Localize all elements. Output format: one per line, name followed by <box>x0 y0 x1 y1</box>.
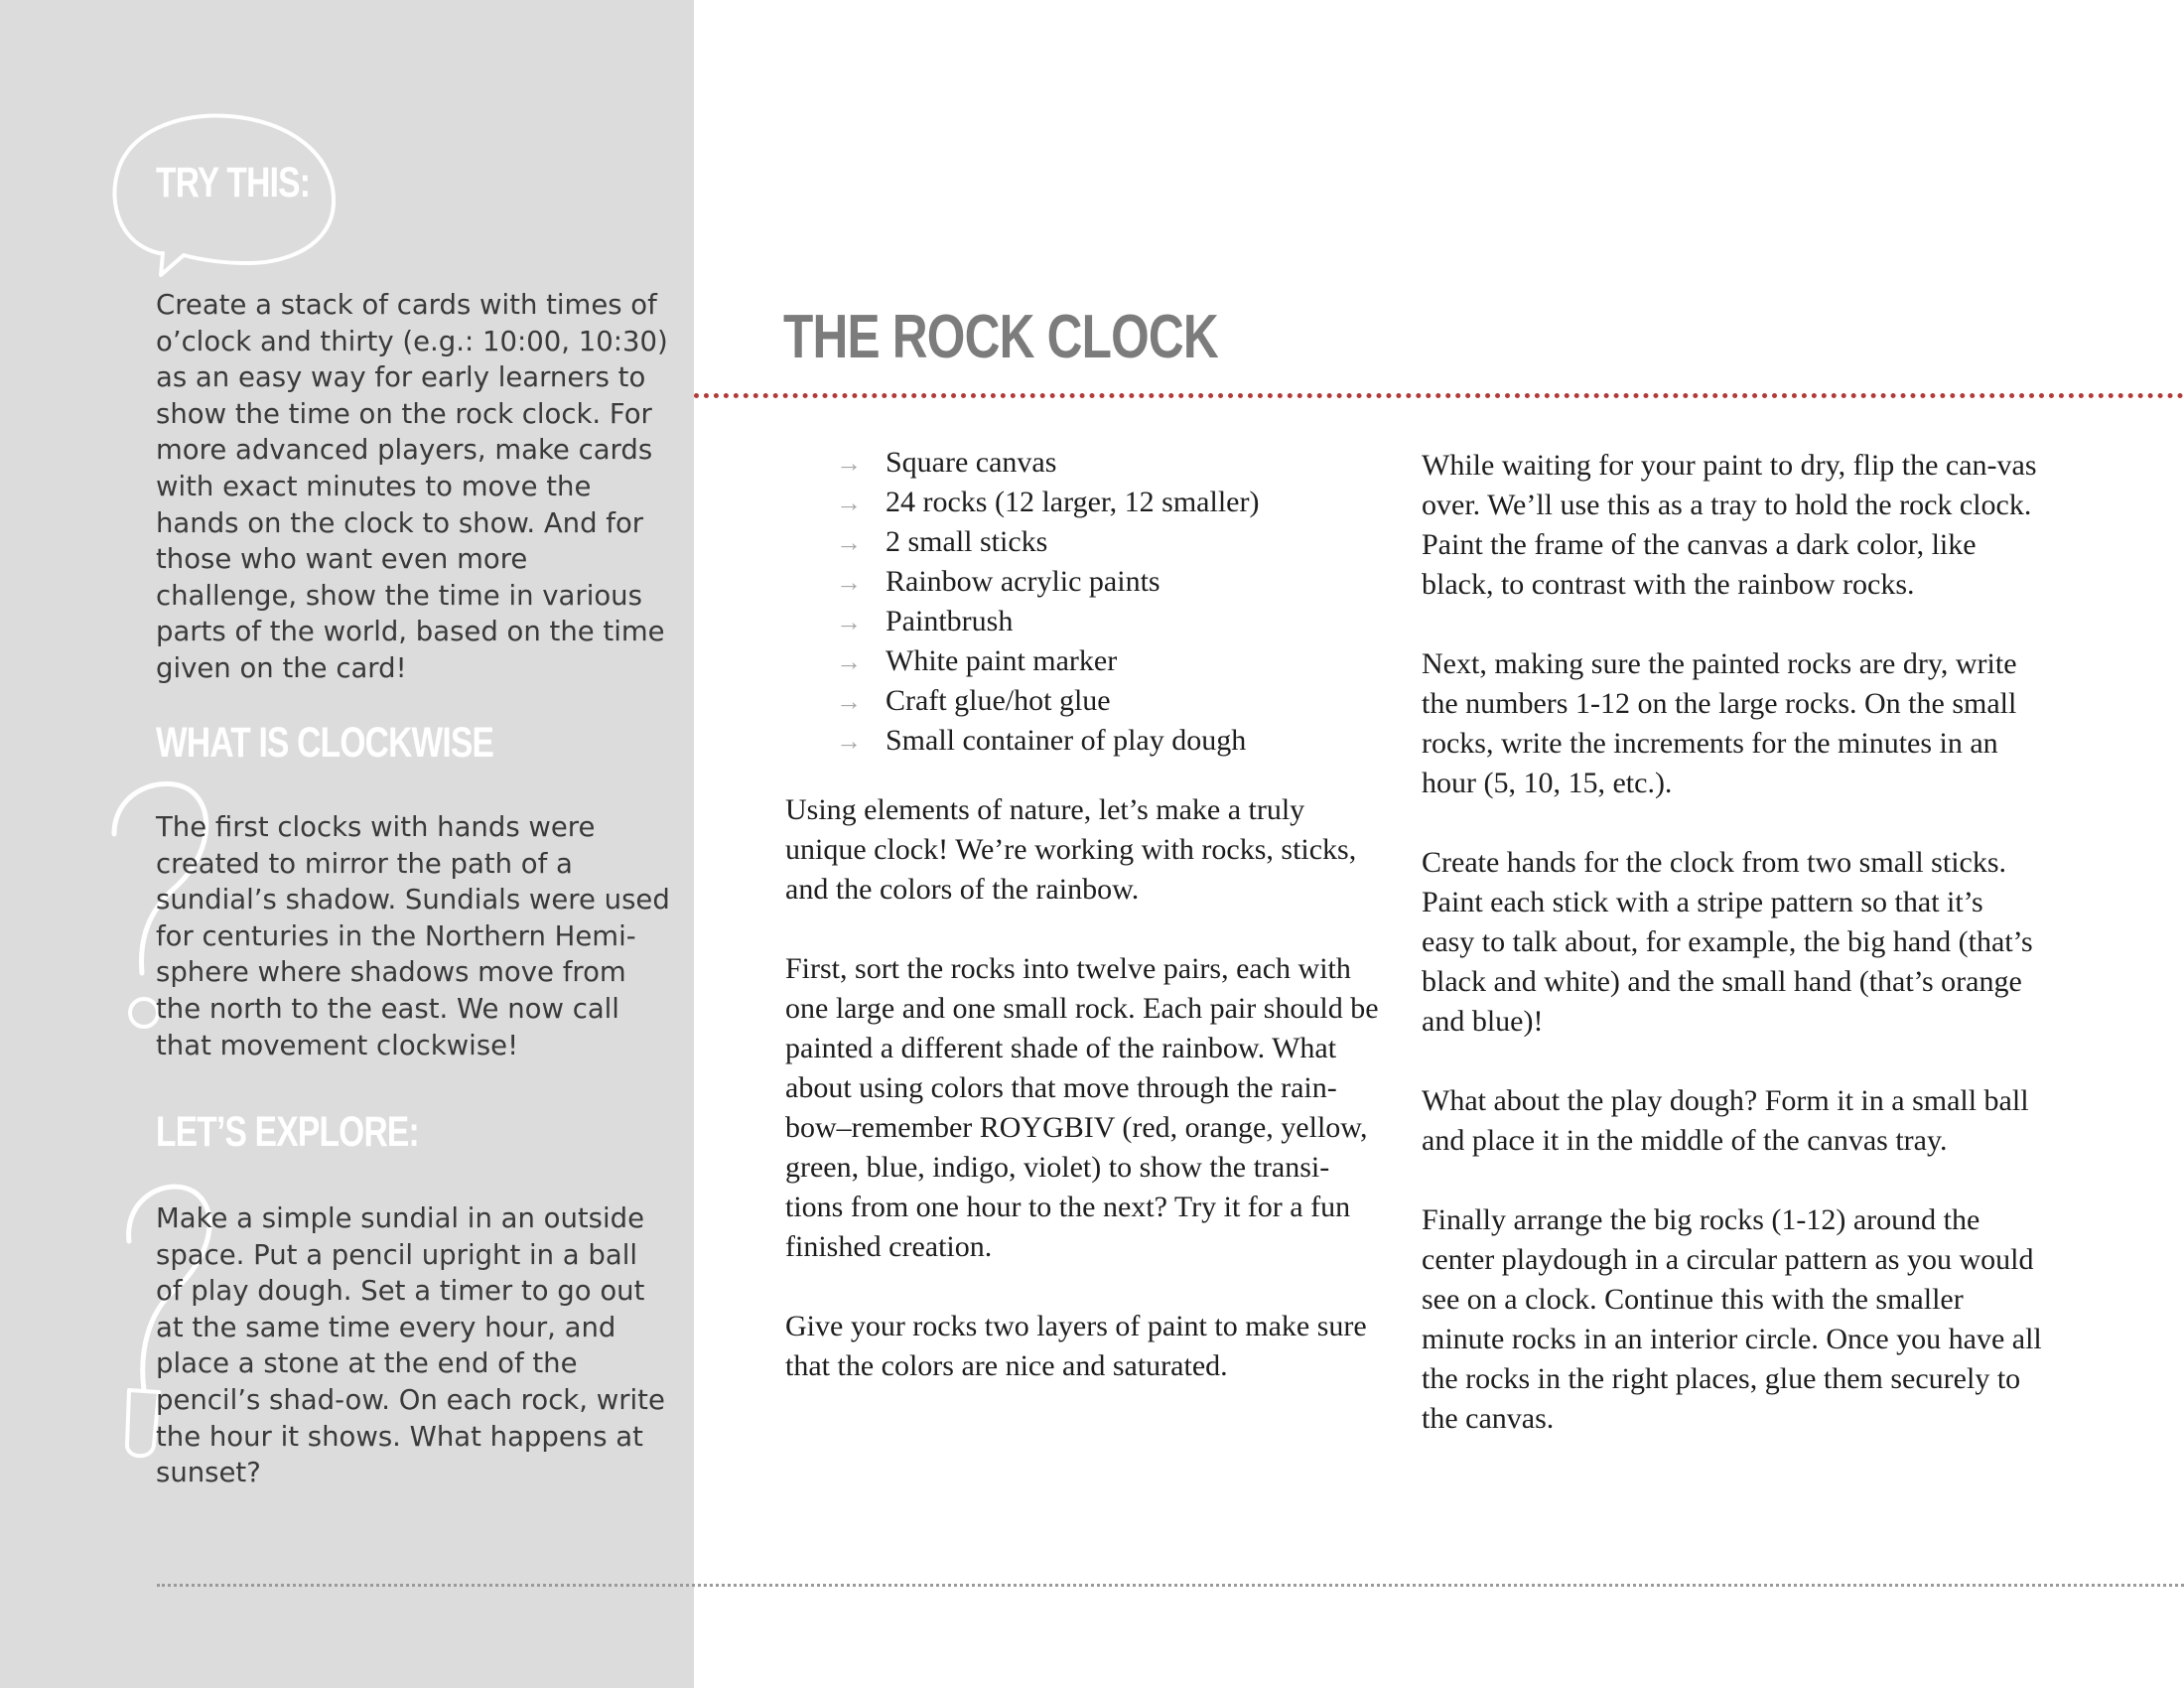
sidebar <box>0 0 694 1688</box>
body-paragraph: Give your rocks two layers of paint to make sure that the colors are nice and saturated. <box>785 1310 1367 1382</box>
arrow-bullet-icon: → <box>836 528 862 557</box>
clockwise-heading: WHAT IS CLOCKWISE <box>156 719 494 767</box>
body-paragraph: Create hands for the clock from two small sticks. Paint each stick with a stripe pattern so that it’s easy to talk about, for example, the big hand (that’s black and white) and the small hand (that’s orange and blue)! <box>1422 846 2033 1038</box>
materials-item-label: Square canvas <box>886 446 1057 479</box>
materials-list-item <box>836 641 1259 681</box>
materials-list-item <box>836 443 1259 483</box>
arrow-bullet-icon: → <box>836 647 862 676</box>
explore-text: Make a simple sundial in an outside space. Put a pencil upright in a ball of play dough. Set a timer to go out at the same time every hour, and place a stone at the end of the pencil’s shad-ow. On each rock, write the hour it shows. What happens at sunset? <box>156 1202 665 1489</box>
materials-item-label: 24 rocks (12 larger, 12 smaller) <box>886 486 1260 518</box>
body-paragraph: What about the play dough? Form it in a small ball and place it in the middle of the canvas tray. <box>1422 1084 2029 1157</box>
body-paragraph: Next, making sure the painted rocks are dry, write the numbers 1-12 on the large rocks. On the small rocks, write the increments for the minutes in an hour (5, 10, 15, etc.). <box>1422 647 2017 799</box>
materials-item-label: Craft glue/hot glue <box>886 684 1111 717</box>
materials-item-label: White paint marker <box>886 644 1118 677</box>
materials-list-item <box>836 681 1259 721</box>
article-column-right <box>1422 446 2042 1478</box>
try-this-heading: TRY THIS: <box>156 159 311 207</box>
body-paragraph: While waiting for your paint to dry, flip the can-vas over. We’ll use this as a tray to hold the rock clock. Paint the frame of the canvas a dark color, like black, to contrast with the rainbow rocks. <box>1422 449 2037 601</box>
arrow-bullet-icon: → <box>836 568 862 597</box>
article-column-left <box>785 790 1381 1426</box>
materials-list-item <box>836 602 1259 641</box>
materials-item-label: Rainbow acrylic paints <box>886 565 1160 598</box>
body-paragraph: First, sort the rocks into twelve pairs, each with one large and one small rock. Each pair should be painted a different shade of the rainbow. What about using colors that move through the rain-bow–remember ROYGBIV (red, orange, yellow, green, blue, indigo, violet) to show the transi-tions from one hour to the next? Try it for a fun finished creation. <box>785 952 1379 1263</box>
materials-list-item <box>836 483 1259 522</box>
arrow-bullet-icon: → <box>836 449 862 478</box>
title-divider <box>694 393 2184 398</box>
page-title: THE ROCK CLOCK <box>783 303 1218 371</box>
materials-list-item <box>836 562 1259 602</box>
materials-list-item <box>836 721 1259 761</box>
body-paragraph: Using elements of nature, let’s make a truly unique clock! We’re working with rocks, sticks, and the colors of the rainbow. <box>785 793 1357 906</box>
try-this-text: Create a stack of cards with times of o’clock and thirty (e.g.: 10:00, 10:30) as an easy way for early learners to show the time on the rock clock. For more advanced players, make cards with exact minutes to move the hands on the clock to show. And for those who want even more challenge, show the time in various parts of the world, based on the time given on the card! <box>156 289 668 684</box>
arrow-bullet-icon: → <box>836 687 862 716</box>
footer-divider <box>157 1584 2184 1587</box>
arrow-bullet-icon: → <box>836 727 862 756</box>
arrow-bullet-icon: → <box>836 608 862 636</box>
materials-list-item <box>836 522 1259 562</box>
body-paragraph: Finally arrange the big rocks (1-12) around the center playdough in a circular pattern as you would see on a clock. Continue this with the smaller minute rocks in an interior circle. Once you have all the rocks in the right places, glue them securely to the canvas. <box>1422 1203 2042 1435</box>
materials-list <box>836 443 1259 761</box>
materials-item-label: Paintbrush <box>886 605 1014 637</box>
arrow-bullet-icon: → <box>836 489 862 517</box>
clockwise-text: The first clocks with hands were created to mirror the path of a sundial’s shadow. Sundials were used for centuries in the Northern Hemi-sphere where shadows move from the north to the east. We now call that movement clockwise! <box>156 811 670 1061</box>
materials-item-label: 2 small sticks <box>886 525 1048 558</box>
materials-item-label: Small container of play dough <box>886 724 1247 757</box>
explore-heading: LET’S EXPLORE: <box>156 1108 419 1156</box>
